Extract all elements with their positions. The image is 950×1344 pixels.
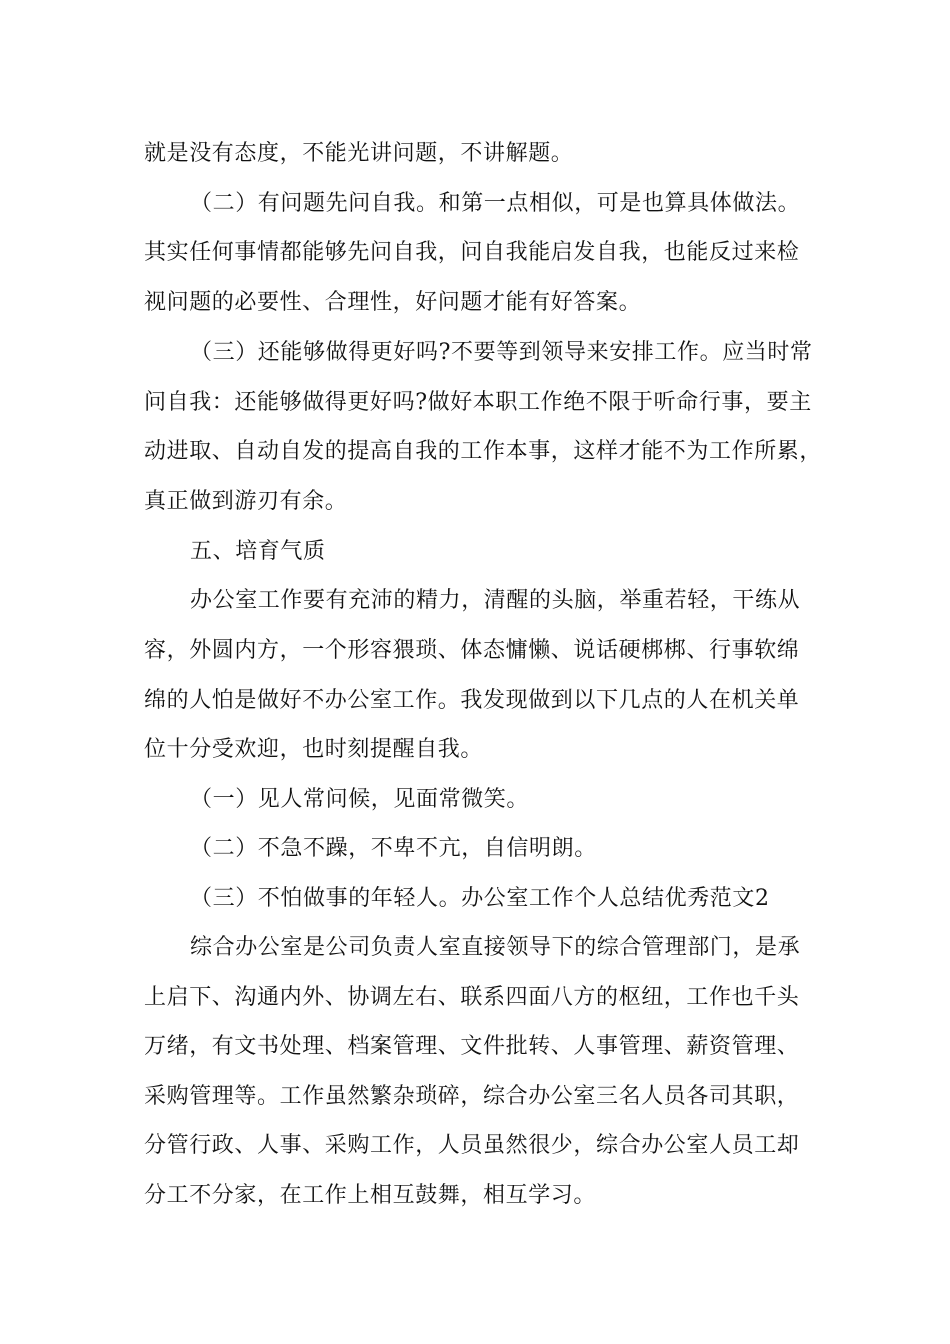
text-line: 真正做到游刃有余。: [144, 489, 348, 514]
text-line: 办公室工作要有充沛的精力，清醒的头脑，举重若轻，干练从: [190, 588, 801, 613]
text-line: （三）还能够做得更好吗?不要等到领导来安排工作。应当时常: [190, 340, 813, 365]
text-line: 分工不分家，在工作上相互鼓舞，相互学习。: [144, 1183, 597, 1208]
text-line: 容，外圆内方，一个形容猥琐、体态慵懒、说话硬梆梆、行事软绵: [144, 638, 800, 663]
text-line: 上启下、沟通内外、协调左右、联系四面八方的枢纽，工作也千头: [144, 985, 800, 1010]
text-line: （一）见人常问候，见面常微笑。: [190, 787, 530, 812]
text-line: 问自我：还能够做得更好吗?做好本职工作绝不限于听命行事，要主: [144, 390, 812, 415]
text-line: 万绪，有文书处理、档案管理、文件批转、人事管理、薪资管理、: [144, 1034, 800, 1059]
text-line: （三）不怕做事的年轻人。办公室工作个人总结优秀范文2: [190, 886, 770, 911]
text-line: 综合办公室是公司负责人室直接领导下的综合管理部门，是承: [190, 935, 801, 960]
text-line: 采购管理等。工作虽然繁杂琐碎，综合办公室三名人员各司其职，: [144, 1084, 800, 1109]
section-heading: 五、培育气质: [190, 539, 326, 564]
text-line: 分管行政、人事、采购工作，人员虽然很少，综合办公室人员工却: [144, 1133, 800, 1158]
text-line: 视问题的必要性、合理性，好问题才能有好答案。: [144, 290, 642, 315]
text-line: （二）不急不躁，不卑不亢，自信明朗。: [190, 836, 597, 861]
text-line: 位十分受欢迎，也时刻提醒自我。: [144, 737, 484, 762]
text-line: 动进取、自动自发的提高自我的工作本事，这样才能不为工作所累，: [144, 439, 823, 464]
text-line: （二）有问题先问自我。和第一点相似，可是也算具体做法。: [190, 191, 801, 216]
text-line: 就是没有态度，不能光讲问题，不讲解题。: [144, 141, 574, 166]
text-line: 绵的人怕是做好不办公室工作。我发现做到以下几点的人在机关单: [144, 688, 800, 713]
text-line: 其实任何事情都能够先问自我，问自我能启发自我，也能反过来检: [144, 240, 800, 265]
